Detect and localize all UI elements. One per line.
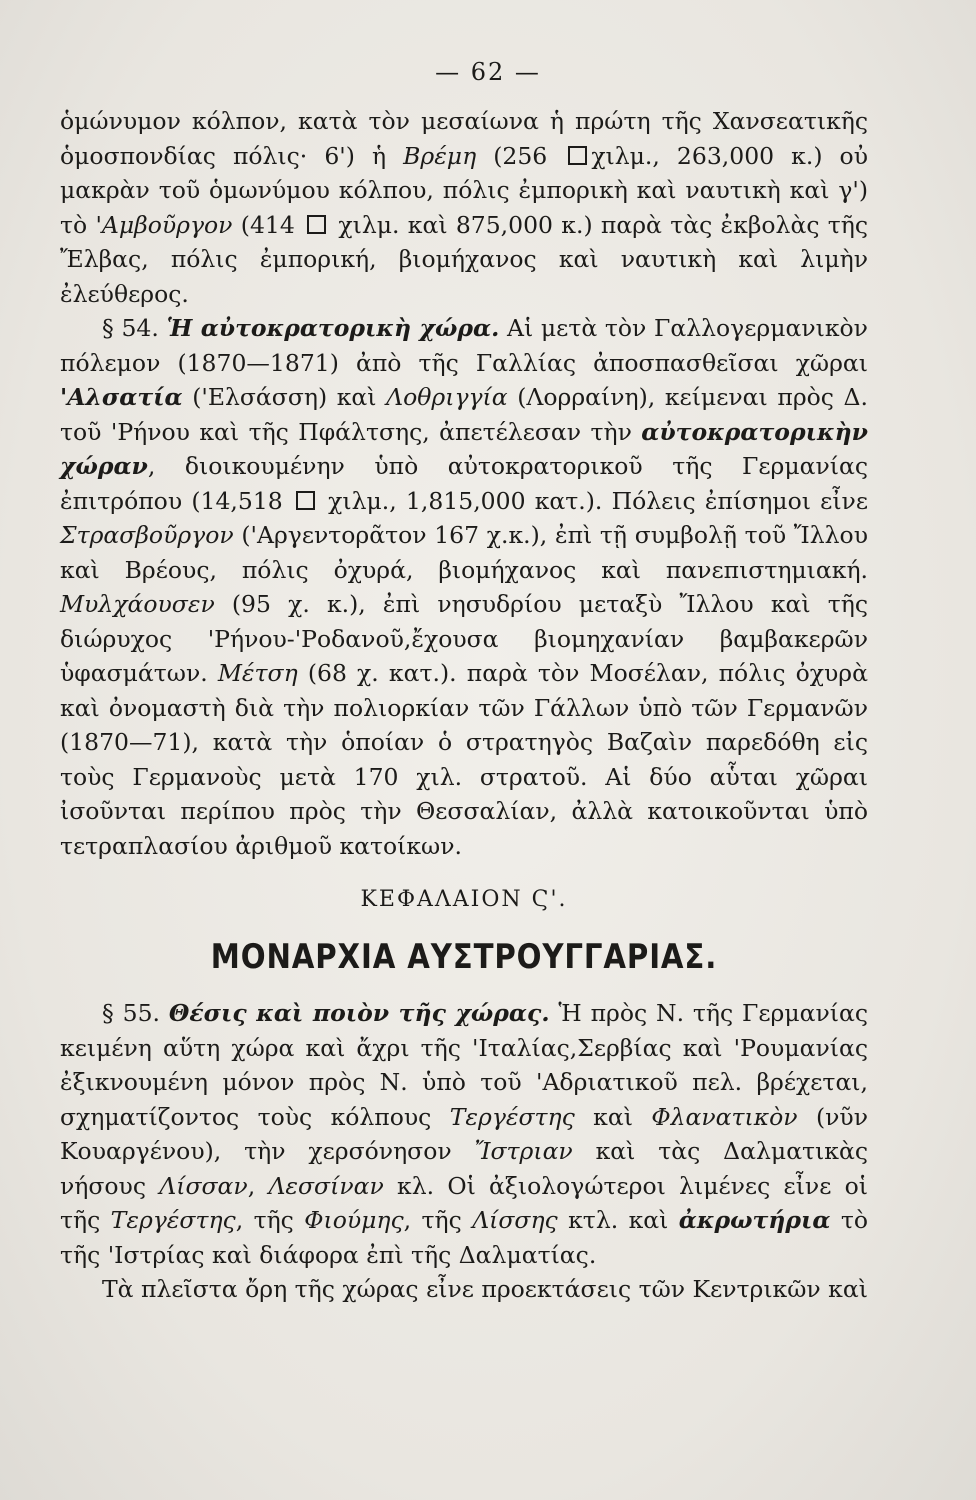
page-number: — 62 —: [435, 58, 541, 86]
section-number: § 55.: [102, 999, 160, 1027]
text-run: ('Ελσάσση) καὶ: [182, 383, 387, 411]
text-run: (Λορραίνη), κείμεναι πρὸς Δ. τοῦ 'Ρήνου καὶ τῆς Πφάλτσης, ἀπετέλεσαν τὴν: [60, 383, 868, 446]
term-capes: ἀκρωτήρια: [678, 1206, 831, 1234]
text-run: κλ. Οἱ ἀξιολογώτεροι λιμένες εἶνε οἱ τῆς: [60, 1171, 868, 1234]
square-km-icon: [296, 491, 315, 510]
text-run: καὶ: [574, 1102, 652, 1131]
term-reichsland: αὐτοκρατορικὴν χώραν: [60, 417, 868, 480]
paragraph-section-54: [60, 311, 868, 863]
text-run: ὁμώνυμον κόλπον, κατὰ τὸν μεσαίωνα ἡ πρώτη τῆς Χανσεατικῆς ὁμοσπονδίας πόλις· 6') ἡ: [60, 107, 868, 170]
text-run: (68 χ. κατ.). παρὰ τὸν Μοσέλαν, πόλις ὀχυρὰ καὶ ὀνομαστὴ διὰ τὴν πολιορκίαν τῶν Γάλλων ὑπὸ τῶν Γερμανῶν (1870—71), κατὰ τὴν ὁποίαν ὁ στρατηγὸς Βαζαὶν παρεδόθη εἰς τοὺς Γερμανοὺς μετὰ 170 χιλ. στρατοῦ. Αἱ δύο αὗται χῶραι ἰσοῦνται περίπου πρὸς τὴν Θεσσαλίαν, ἀλλὰ κατοικοῦνται ὑπὸ τετραπλασίου ἀριθμοῦ κατοίκων.: [60, 659, 868, 860]
text-run: τὸ τῆς 'Ιστρίας καὶ διάφορα ἐπὶ τῆς Δαλματίας.: [60, 1206, 869, 1269]
text-run: , τῆς: [403, 1206, 473, 1234]
place-metz: Μέτση: [217, 659, 298, 687]
place-alsace: 'Αλσατία: [60, 383, 183, 411]
place-strasbourg: Στρασβοῦργον: [60, 521, 234, 549]
place-fiume: Φιούμης: [304, 1206, 404, 1234]
text-run: χιλμ., 263,000 κ.) οὐ μακρὰν τοῦ ὁμωνύμου κόλπου, πόλις ἐμπορικὴ καὶ ναυτικὴ καὶ γ') τὸ: [60, 141, 868, 239]
place-mulhouse: Μυλχάουσεν: [60, 590, 215, 618]
section-number: § 54.: [102, 314, 159, 342]
place-hamburg: 'Αμβοῦργον: [95, 210, 233, 239]
place-bremen: Βρέμη: [403, 141, 477, 170]
text-run: ('Αργεντορᾶτον 167 χ.κ.), ἐπὶ τῇ συμβολῇ τοῦ Ἴλλου καὶ Βρέους, πόλις ὀχυρά, βιομήχανος καὶ πανεπιστημιακή.: [60, 521, 868, 584]
square-km-icon: [307, 215, 326, 234]
place-trieste: Τεργέστης: [449, 1102, 575, 1131]
chapter-title: ΜΟΝΑΡΧΙΑ ΑΥΣΤΡΟΥΓΓΑΡΙΑΣ.: [210, 936, 718, 977]
section-heading: Ἡ αὐτοκρατορικὴ χώρα.: [166, 314, 500, 342]
text-run: κτλ. καὶ: [557, 1206, 679, 1234]
place-flanatic-gulf: Φλανατικὸν: [651, 1102, 798, 1131]
chapter-label: ΚΕΦΑΛΑΙΟΝ Ϛ'.: [360, 887, 568, 912]
paragraph-section-55: [60, 996, 868, 1272]
square-km-icon: [568, 146, 587, 165]
place-lorraine: Λοθριγγία: [386, 383, 508, 411]
place-istria: Ἴστριαν: [474, 1137, 573, 1165]
text-run: , τῆς: [235, 1206, 305, 1234]
place-lesina: Λεσσίναν: [268, 1171, 384, 1200]
text-run: χιλμ. καὶ 875,000 κ.) παρὰ τὰς ἐκβολὰς τῆς Ἔλβας, πόλις ἐμπορική, βιομήχανος καὶ ναυτικὴ καὶ λιμὴν ἐλεύθερος.: [60, 210, 869, 308]
section-heading: Θέσις καὶ ποιὸν τῆς χώρας.: [168, 999, 550, 1027]
place-trieste: Τεργέστης: [110, 1206, 236, 1234]
text-run: ,: [247, 1171, 269, 1200]
place-lissa: Λίσσαν: [159, 1171, 248, 1200]
text-run: (95 χ. κ.), ἐπὶ νησυδρίου μεταξὺ Ἴλλου καὶ τῆς διώρυχος 'Ρήνου-'Ροδανοῦ,ἔχουσα βιομηχανίαν βαμβακερῶν ὑφασμάτων.: [60, 590, 868, 687]
text-run: χιλμ., 1,815,000 κατ.). Πόλεις ἐπίσημοι εἶνε: [318, 486, 868, 515]
text-run: Ἡ πρὸς Ν. τῆς Γερμανίας κειμένη αὕτη χώρα καὶ ἄχρι τῆς 'Ιταλίας,Σερβίας καὶ 'Ρουμανίας ἐξικνουμένη μόνον πρὸς Ν. ὑπὸ τοῦ 'Αδριατικοῦ πελ. βρέχεται, σχηματίζοντος τοὺς κόλπους: [60, 999, 868, 1131]
text-run: Αἱ μετὰ τὸν Γαλλογερμανικὸν πόλεμον (1870—1871) ἀπὸ τῆς Γαλλίας ἀποσπασθεῖσαι χῶραι: [60, 314, 868, 377]
text-run: καὶ τὰς Δαλματικὰς νήσους: [60, 1137, 868, 1200]
text-run: (νῦν Κουαργένου), τὴν χερσόνησον: [60, 1102, 868, 1165]
body-text: [60, 104, 868, 1307]
place-lissa: Λίσσης: [472, 1206, 558, 1234]
text-run: (256: [476, 141, 565, 170]
paragraph-intro: [60, 104, 868, 311]
text-run: , διοικουμένην ὑπὸ αὐτοκρατορικοῦ τῆς Γερμανίας ἐπιτρόπου (14,518: [60, 452, 868, 515]
text-run: (414: [232, 210, 304, 239]
paragraph-last-line: Τὰ πλεῖστα ὄρη τῆς χώρας εἶνε προεκτάσεις τῶν Κεντρικῶν καὶ: [102, 1275, 868, 1303]
